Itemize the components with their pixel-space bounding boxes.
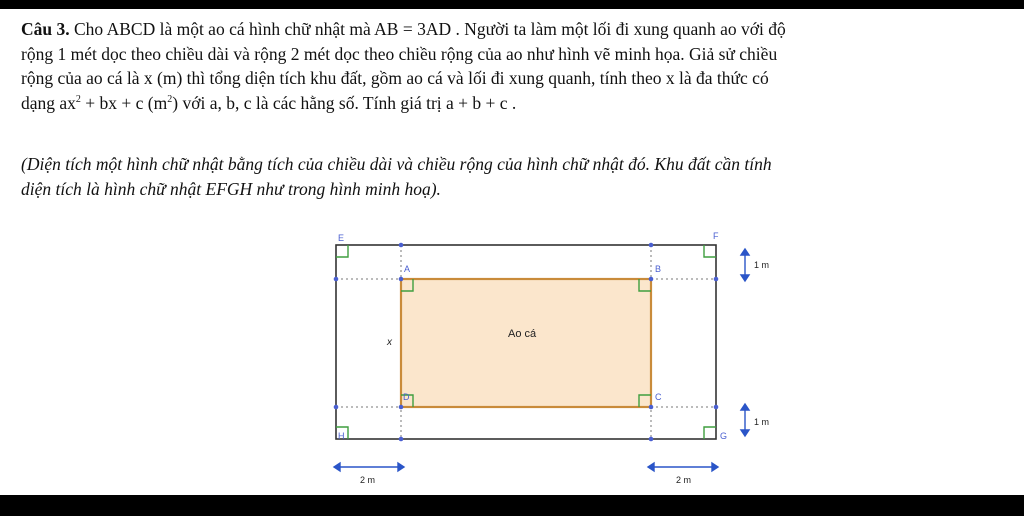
top-gap-label: 1 m	[754, 260, 770, 270]
label-h: H	[338, 431, 345, 441]
left-gap-arrow	[334, 463, 404, 471]
pond-rectangle-abcd	[401, 279, 651, 407]
width-label: x	[387, 337, 392, 348]
label-f: F	[713, 231, 719, 241]
left-gap-label: 2 m	[360, 475, 376, 485]
right-gap-arrow	[648, 463, 718, 471]
note-line-1: (Diện tích một hình chữ nhật bằng tích của chiều dài và chiều rộng của hình chữ nhật đó. Khu đất cần tính	[21, 154, 772, 174]
problem-line-2: rộng 1 mét dọc theo chiều dài và rộng 2 mét dọc theo chiều rộng của ao như hình vẽ minh họa. Giả sử chiều	[21, 43, 778, 64]
note-line-2: diện tích là hình chữ nhật EFGH như trong hình minh hoạ).	[21, 179, 441, 199]
right-gap-label: 2 m	[676, 475, 692, 485]
problem-line-4: dạng $ax^2$ + bx + c $(m^2)$ với a, b, c là các hằng số. Tính giá trị a + b + c .	[21, 92, 517, 113]
label-d: D	[403, 392, 410, 402]
document-page	[0, 9, 1024, 495]
bottom-gap-label: 1 m	[754, 417, 770, 427]
problem-line-3: rộng của ao cá là x (m) thì tổng diện tích khu đất, gồm ao cá và lối đi xung quanh, tính theo x là đa thức có	[21, 68, 769, 89]
label-e: E	[338, 233, 345, 243]
problem-label: Câu 3.	[21, 19, 70, 39]
label-c: C	[655, 392, 662, 402]
label-b: B	[655, 264, 662, 274]
label-g: G	[720, 431, 728, 441]
label-a: A	[404, 264, 411, 274]
pond-label: Ao cá	[508, 328, 537, 340]
problem-line-1: Câu 3. Cho ABCD là một ao cá hình chữ nhật mà AB = 3AD . Người ta làm một lối đi xung quanh ao với độ	[21, 19, 786, 39]
illustration-figure	[0, 9, 1024, 495]
bottom-gap-arrow	[741, 404, 749, 436]
top-gap-arrow	[741, 249, 749, 281]
